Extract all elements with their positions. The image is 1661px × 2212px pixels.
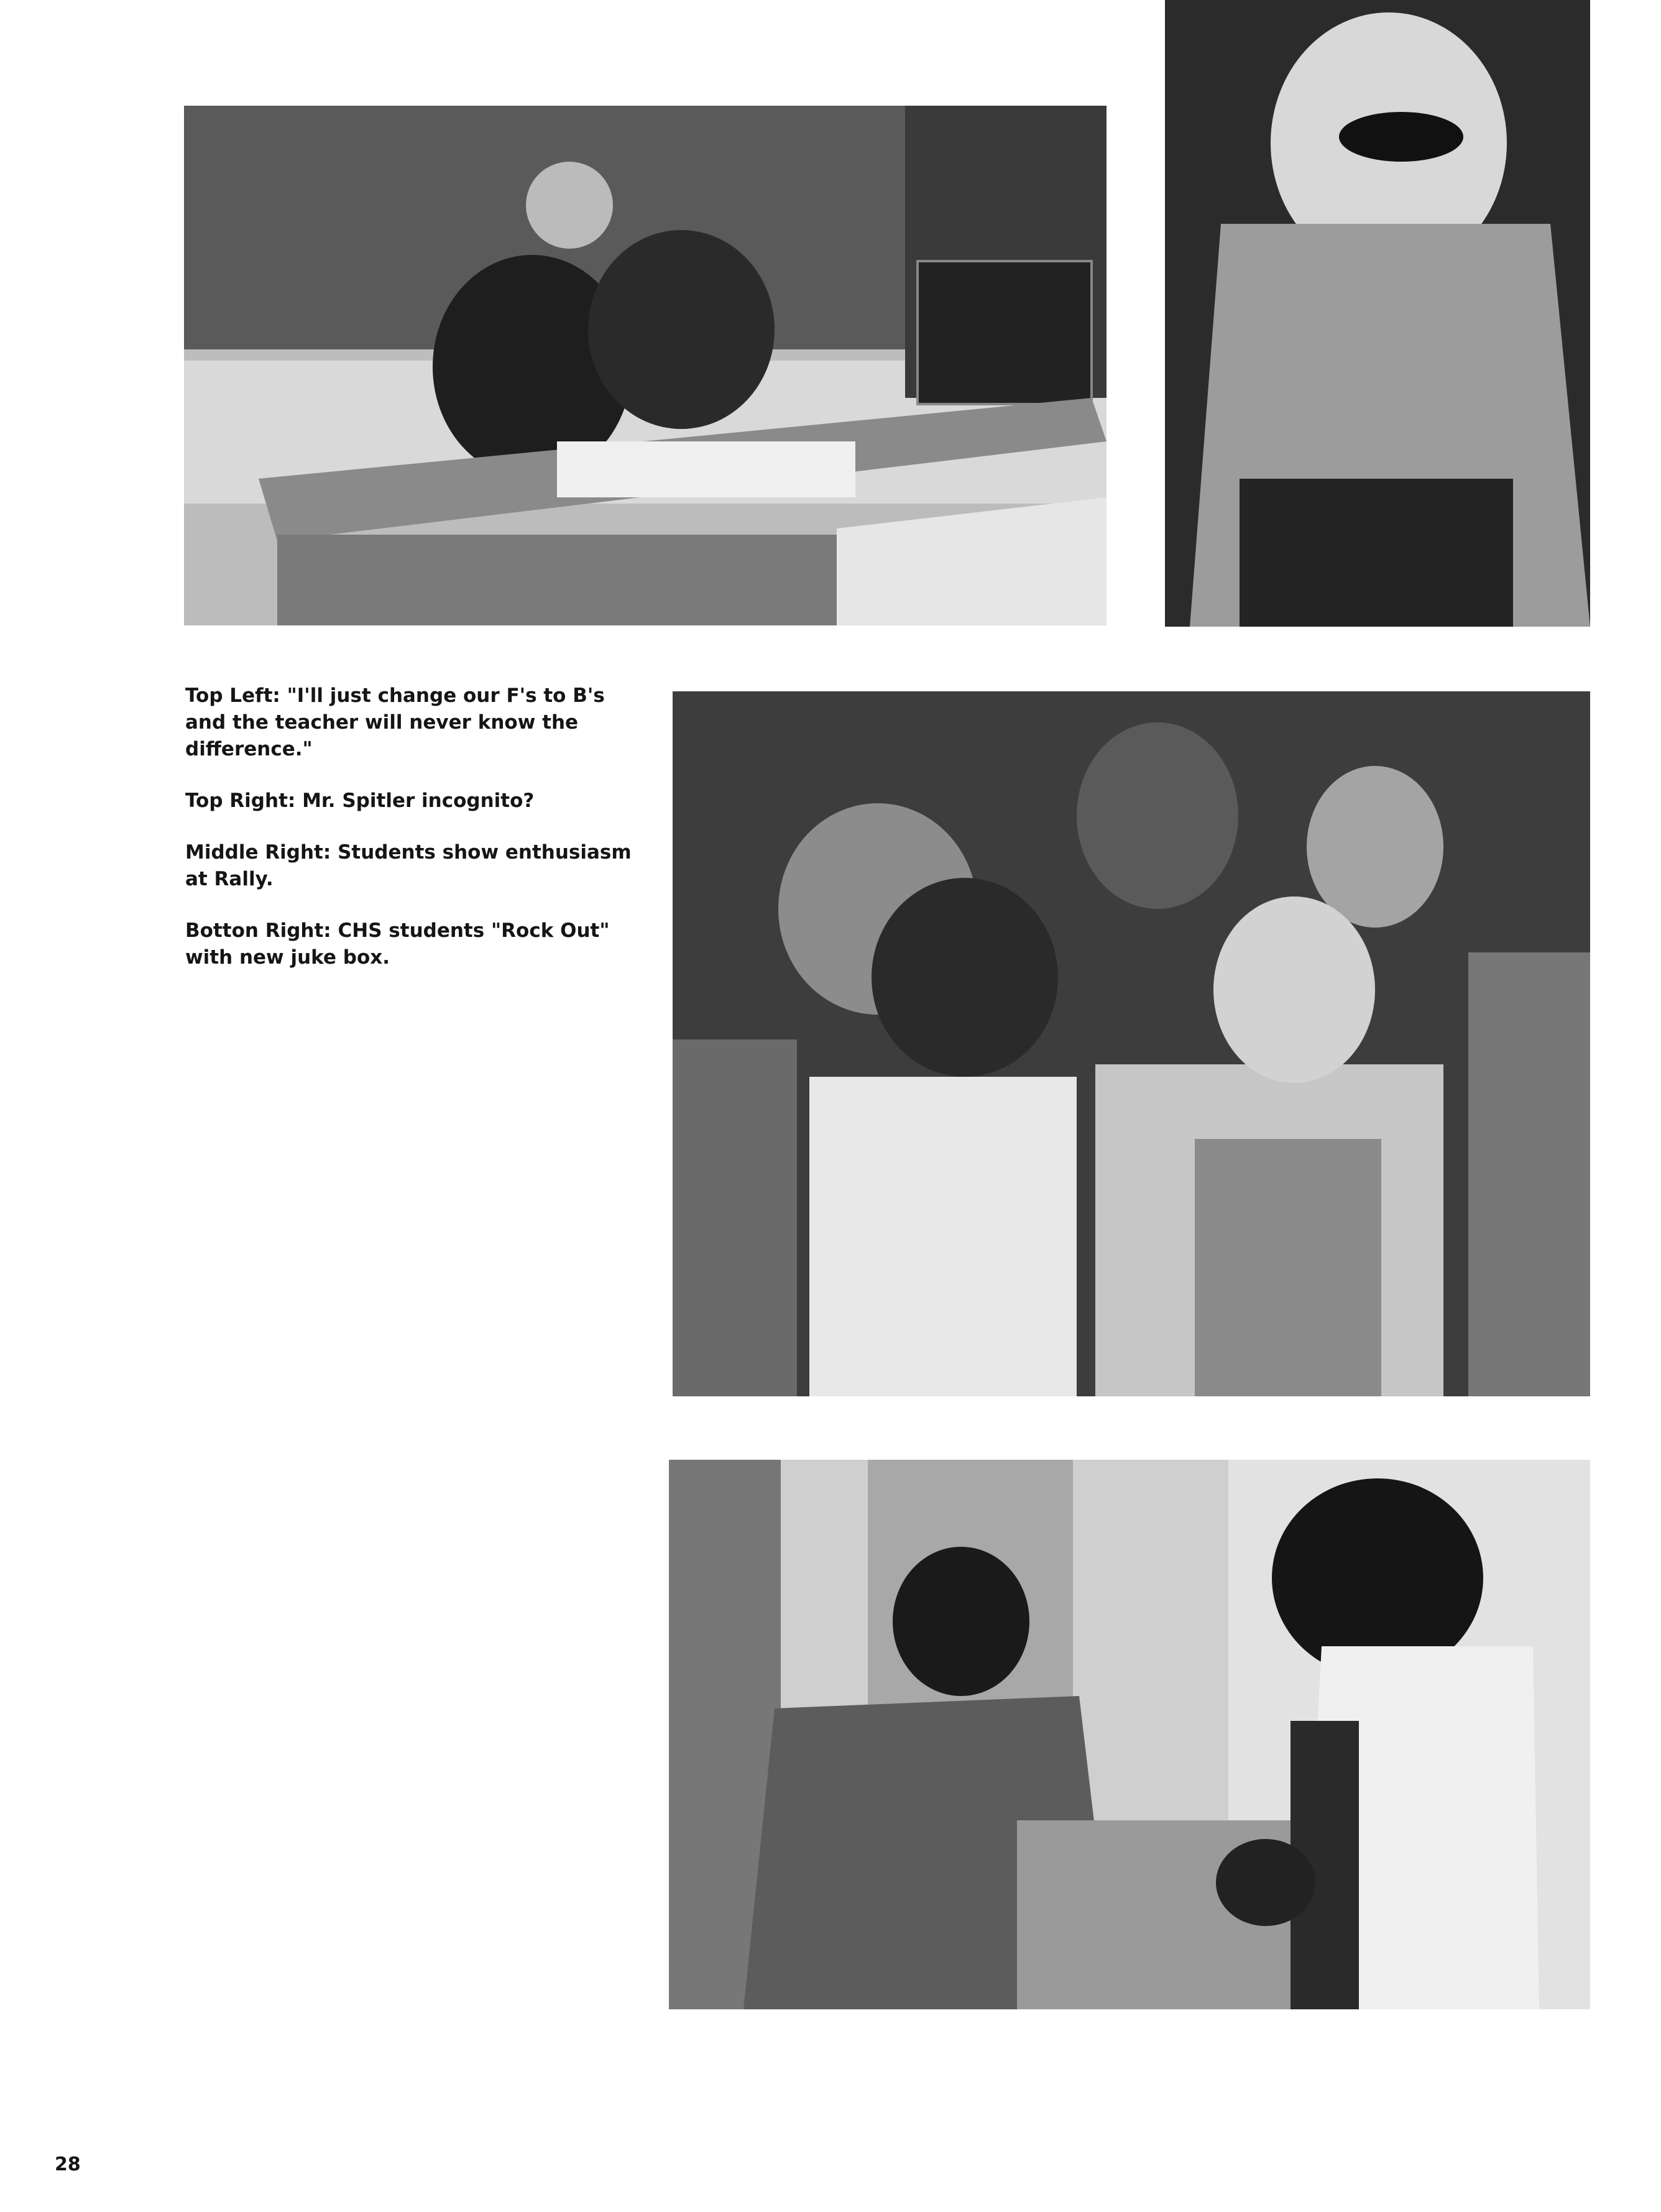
caption-top-right <box>185 788 633 814</box>
caption-label: Botton Right: <box>185 919 331 942</box>
caption-text: Students show enthusiasm at Rally. <box>185 841 632 890</box>
photo-students-at-juke-box <box>669 1460 1590 2009</box>
caption-text: "I'll just change our F's to B's and the teacher will never know the difference." <box>185 684 605 760</box>
photo-mr-spitler-incognito <box>1165 0 1590 627</box>
photo-students-at-rally <box>673 691 1590 1396</box>
page-number: 28 <box>55 2154 81 2175</box>
photo-students-at-desk <box>184 106 1107 625</box>
caption-label: Top Right: <box>185 790 296 812</box>
caption-text: CHS students "Rock Out" with new juke box. <box>185 919 610 969</box>
caption-bottom-right <box>185 918 633 971</box>
caption-text: Mr. Spitler incognito? <box>295 790 535 812</box>
caption-top-left <box>185 683 633 763</box>
caption-label: Middle Right: <box>185 841 331 864</box>
caption-middle-right <box>185 839 633 893</box>
caption-label: Top Left: <box>185 684 280 707</box>
photo-captions <box>185 683 633 996</box>
